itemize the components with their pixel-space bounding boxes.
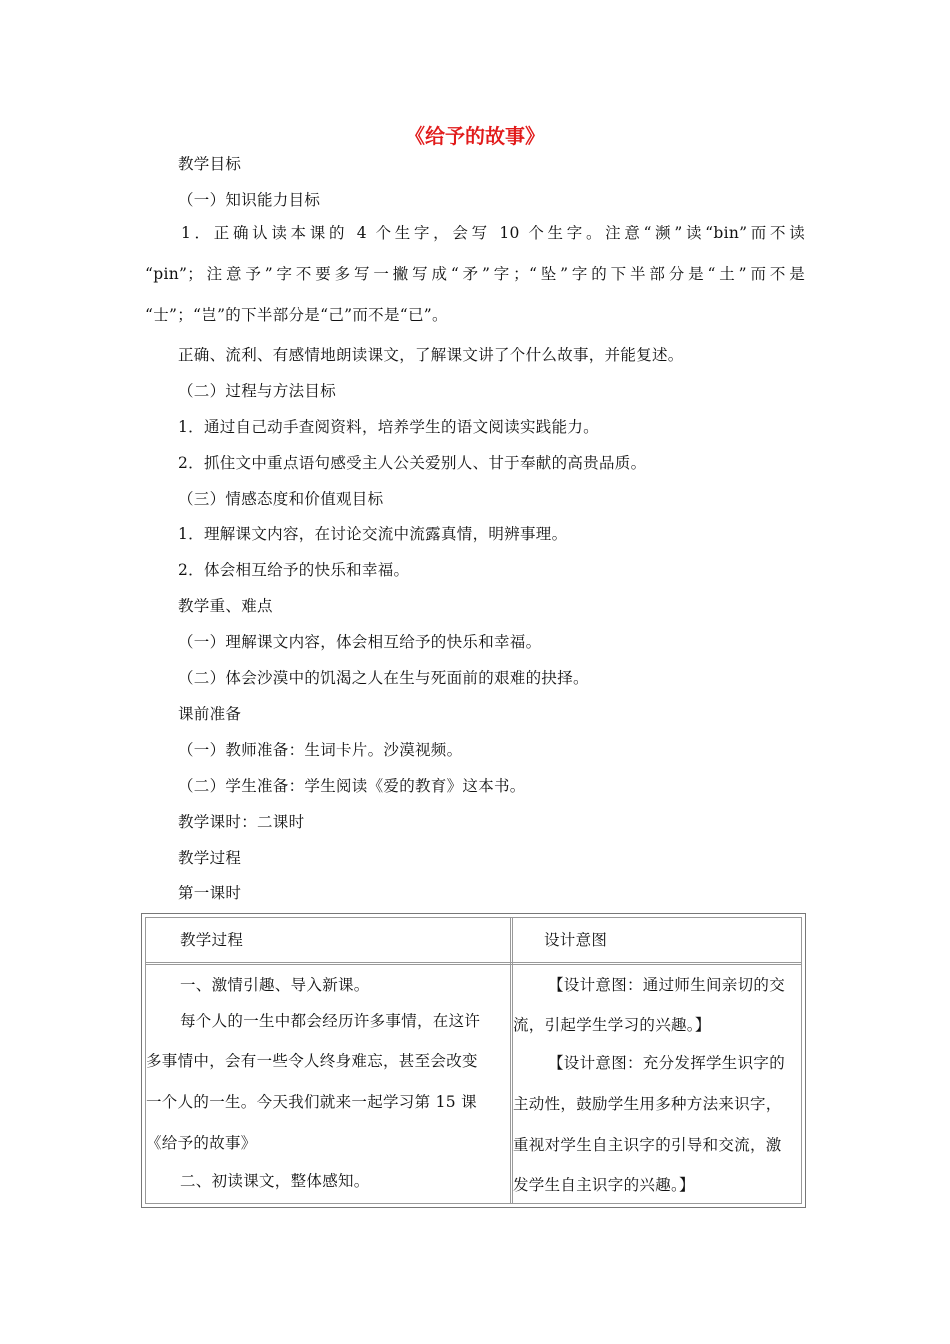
goal2-item-1: 1．通过自己动手查阅资料，培养学生的语文阅读实践能力。 xyxy=(178,418,599,436)
lesson-1-heading: 第一课时 xyxy=(178,884,242,902)
column-header-intent: 设计意图 xyxy=(544,931,608,949)
prep-item-1: （一）教师准备：生词卡片。沙漠视频。 xyxy=(178,741,463,759)
paragraph-line: 1．正确认读本课的 4 个生字，会写 10 个生字。注意“濒”读“bin”而不读 xyxy=(181,224,805,242)
prep-item-2: （二）学生准备：学生阅读《爱的教育》这本书。 xyxy=(178,777,526,795)
prep-heading: 课前准备 xyxy=(178,705,242,723)
column-header-process: 教学过程 xyxy=(180,931,244,949)
goals-heading: 教学目标 xyxy=(178,155,242,173)
table-row: 一、激情引趣、导入新课。 xyxy=(180,976,370,994)
goal2-heading: （二）过程与方法目标 xyxy=(178,382,337,400)
goal3-heading: （三）情感态度和价值观目标 xyxy=(178,490,384,508)
table-row: 《给予的故事》 xyxy=(146,1134,257,1152)
class-hours: 教学课时：二课时 xyxy=(178,813,305,831)
document-title: 《给予的故事》 xyxy=(405,124,545,148)
goal1-heading: （一）知识能力目标 xyxy=(178,191,321,209)
table-row: 重视对学生自主识字的引导和交流，激 xyxy=(513,1136,782,1154)
goal1-reading: 正确、流利、有感情地朗读课文，了解课文讲了个什么故事，并能复述。 xyxy=(178,346,684,364)
table-row: 【设计意图：充分发挥学生识字的 xyxy=(548,1054,786,1072)
table-row: 每个人的一生中都会经历许多事情，在这许 xyxy=(180,1012,481,1030)
goal3-item-2: 2．体会相互给予的快乐和幸福。 xyxy=(178,561,410,579)
table-row: 一个人的一生。今天我们就来一起学习第 15 课 xyxy=(146,1093,477,1111)
table-row: 主动性，鼓励学生用多种方法来识字， xyxy=(513,1095,782,1113)
key-heading: 教学重、难点 xyxy=(178,597,273,615)
column-divider xyxy=(510,918,513,1203)
table-row: 发学生自主识字的兴趣。】 xyxy=(513,1176,695,1194)
header-divider xyxy=(146,962,801,965)
goal3-item-1: 1．理解课文内容，在讨论交流中流露真情，明辨事理。 xyxy=(178,525,568,543)
table-row: 流，引起学生学习的兴趣。】 xyxy=(513,1016,711,1034)
paragraph-line: “士”；“岂”的下半部分是“己”而不是“已”。 xyxy=(145,306,448,324)
table-row: 【设计意图：通过师生间亲切的交 xyxy=(548,976,786,994)
goal2-item-2: 2．抓住文中重点语句感受主人公关爱别人、甘于奉献的高贵品质。 xyxy=(178,454,647,472)
table-inner-border xyxy=(145,917,802,1204)
lesson-table xyxy=(141,913,806,1208)
table-row: 多事情中，会有一些令人终身难忘，甚至会改变 xyxy=(146,1052,478,1070)
key-item-1: （一）理解课文内容，体会相互给予的快乐和幸福。 xyxy=(178,633,542,651)
key-item-2: （二）体会沙漠中的饥渴之人在生与死面前的艰难的抉择。 xyxy=(178,669,589,687)
paragraph-line: “pin”；注意予”字不要多写一撇写成“矛”字；“坠”字的下半部分是“土”而不是 xyxy=(145,265,805,283)
goal1-paragraph xyxy=(145,213,805,336)
table-row: 二、初读课文，整体感知。 xyxy=(180,1172,370,1190)
process-heading: 教学过程 xyxy=(178,849,242,867)
